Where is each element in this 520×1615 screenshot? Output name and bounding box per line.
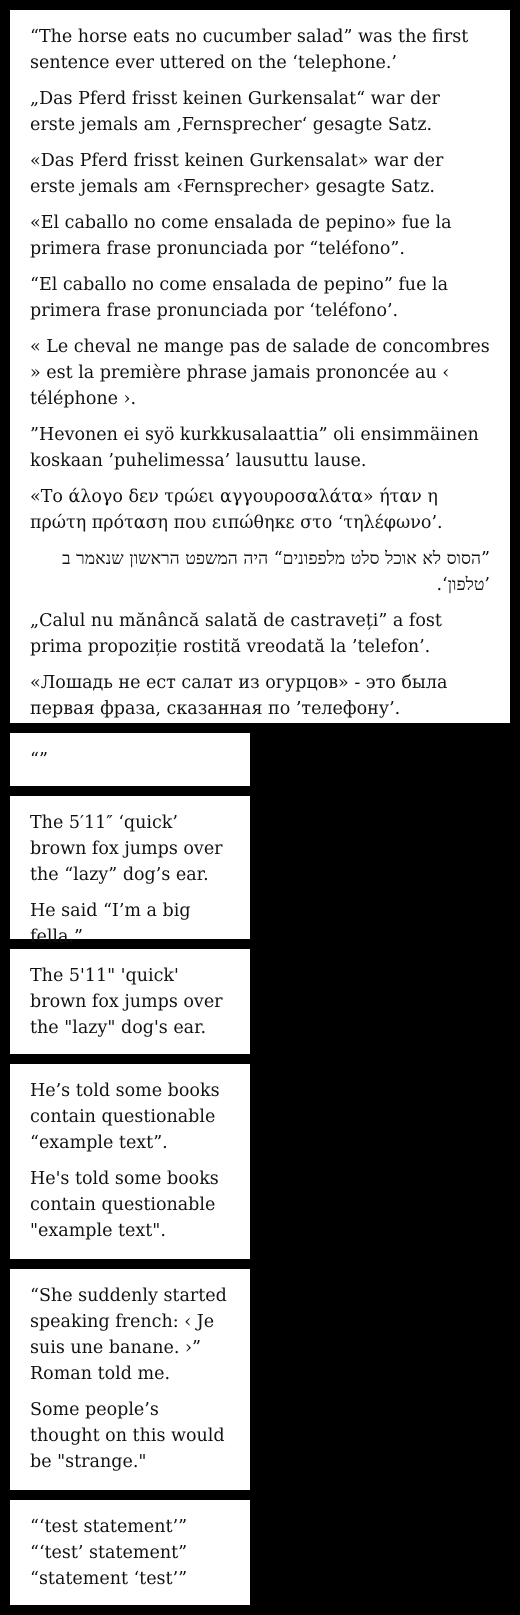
paragraph-german-low-quotes: „Das Pferd frisst keinen Gurkensalat“ war der erste jemals am ‚Fernsprecher‘ gesagte Satz.	[30, 89, 440, 135]
straight-quotes-card	[10, 949, 250, 1054]
fox-sentence-smart: The 5′11″ ‘quick’ brown fox jumps over the “lazy” dog’s ear.	[30, 813, 223, 885]
paragraph-french: « Le cheval ne mange pas de salade de concombres » est la première phrase jamais prononcée au ‹ téléphone ›.	[30, 337, 490, 409]
big-fella-sentence: He said “I’m a big fella.”	[30, 901, 191, 947]
test-statement-card	[10, 1500, 250, 1605]
test-statement-line-2: “‘test’ statement”	[30, 1543, 188, 1563]
strange-sentence: Some people’s thought on this would be "strange."	[30, 1400, 225, 1472]
smart-quotes-card	[10, 796, 250, 947]
books-quotes-card	[10, 1064, 250, 1259]
paragraph-spanish-curly: “El caballo no come ensalada de pepino” fue la primera frase pronunciada por ‘teléfono’.	[30, 275, 449, 321]
paragraph-greek: «Το άλογο δεν τρώει αγγουροσαλάτα» ήταν η πρώτη πρόταση που ειπώθηκε στο ‘τηλέφωνο’.	[30, 487, 443, 533]
test-statement-line-3: “statement ‘test’”	[30, 1569, 188, 1589]
banane-sentence: “She suddenly started speaking french: ‹ Je suis une banane. ›” Roman told me.	[30, 1286, 227, 1384]
paragraph-german-guillemets: «Das Pferd frisst keinen Gurkensalat» war der erste jemals am ‹Fernsprecher› gesagte Satz.	[30, 151, 444, 197]
paragraph-russian: «Лошадь не ест салат из огурцов» - это была первая фраза, сказанная по ’телефону’.	[30, 673, 448, 719]
test-statement-line-1: “‘test statement’”	[30, 1517, 188, 1537]
empty-quotes-text: “”	[30, 750, 48, 770]
paragraph-spanish-guillemets: «El caballo no come ensalada de pepino» fue la primera frase pronunciada por “teléfono”.	[30, 213, 452, 259]
paragraph-english: “The horse eats no cucumber salad” was the first sentence ever uttered on the ‘telephone.’	[30, 27, 469, 73]
multilingual-quotes-card	[10, 10, 510, 723]
books-sentence-smart: He’s told some books contain questionable “example text”.	[30, 1081, 220, 1153]
empty-quotes-card	[10, 733, 250, 786]
nested-quotes-card	[10, 1269, 250, 1490]
paragraph-romanian: „Calul nu mănâncă salată de castraveți” a fost prima propoziție rostită vreodată la ’telefon’.	[30, 611, 442, 657]
paragraph-hebrew: ”הסוס לא אוכל סלט מלפפונים“ היה המשפט הראשון שנאמר ב ’טלפון‘.	[62, 549, 490, 595]
paragraph-finnish: ”Hevonen ei syö kurkkusalaattia” oli ensimmäinen koskaan ’puhelimessa’ lausuttu lause.	[30, 425, 479, 471]
books-sentence-straight: He's told some books contain questionable "example text".	[30, 1169, 219, 1241]
fox-sentence-straight: The 5'11" 'quick' brown fox jumps over the "lazy" dog's ear.	[30, 966, 223, 1038]
